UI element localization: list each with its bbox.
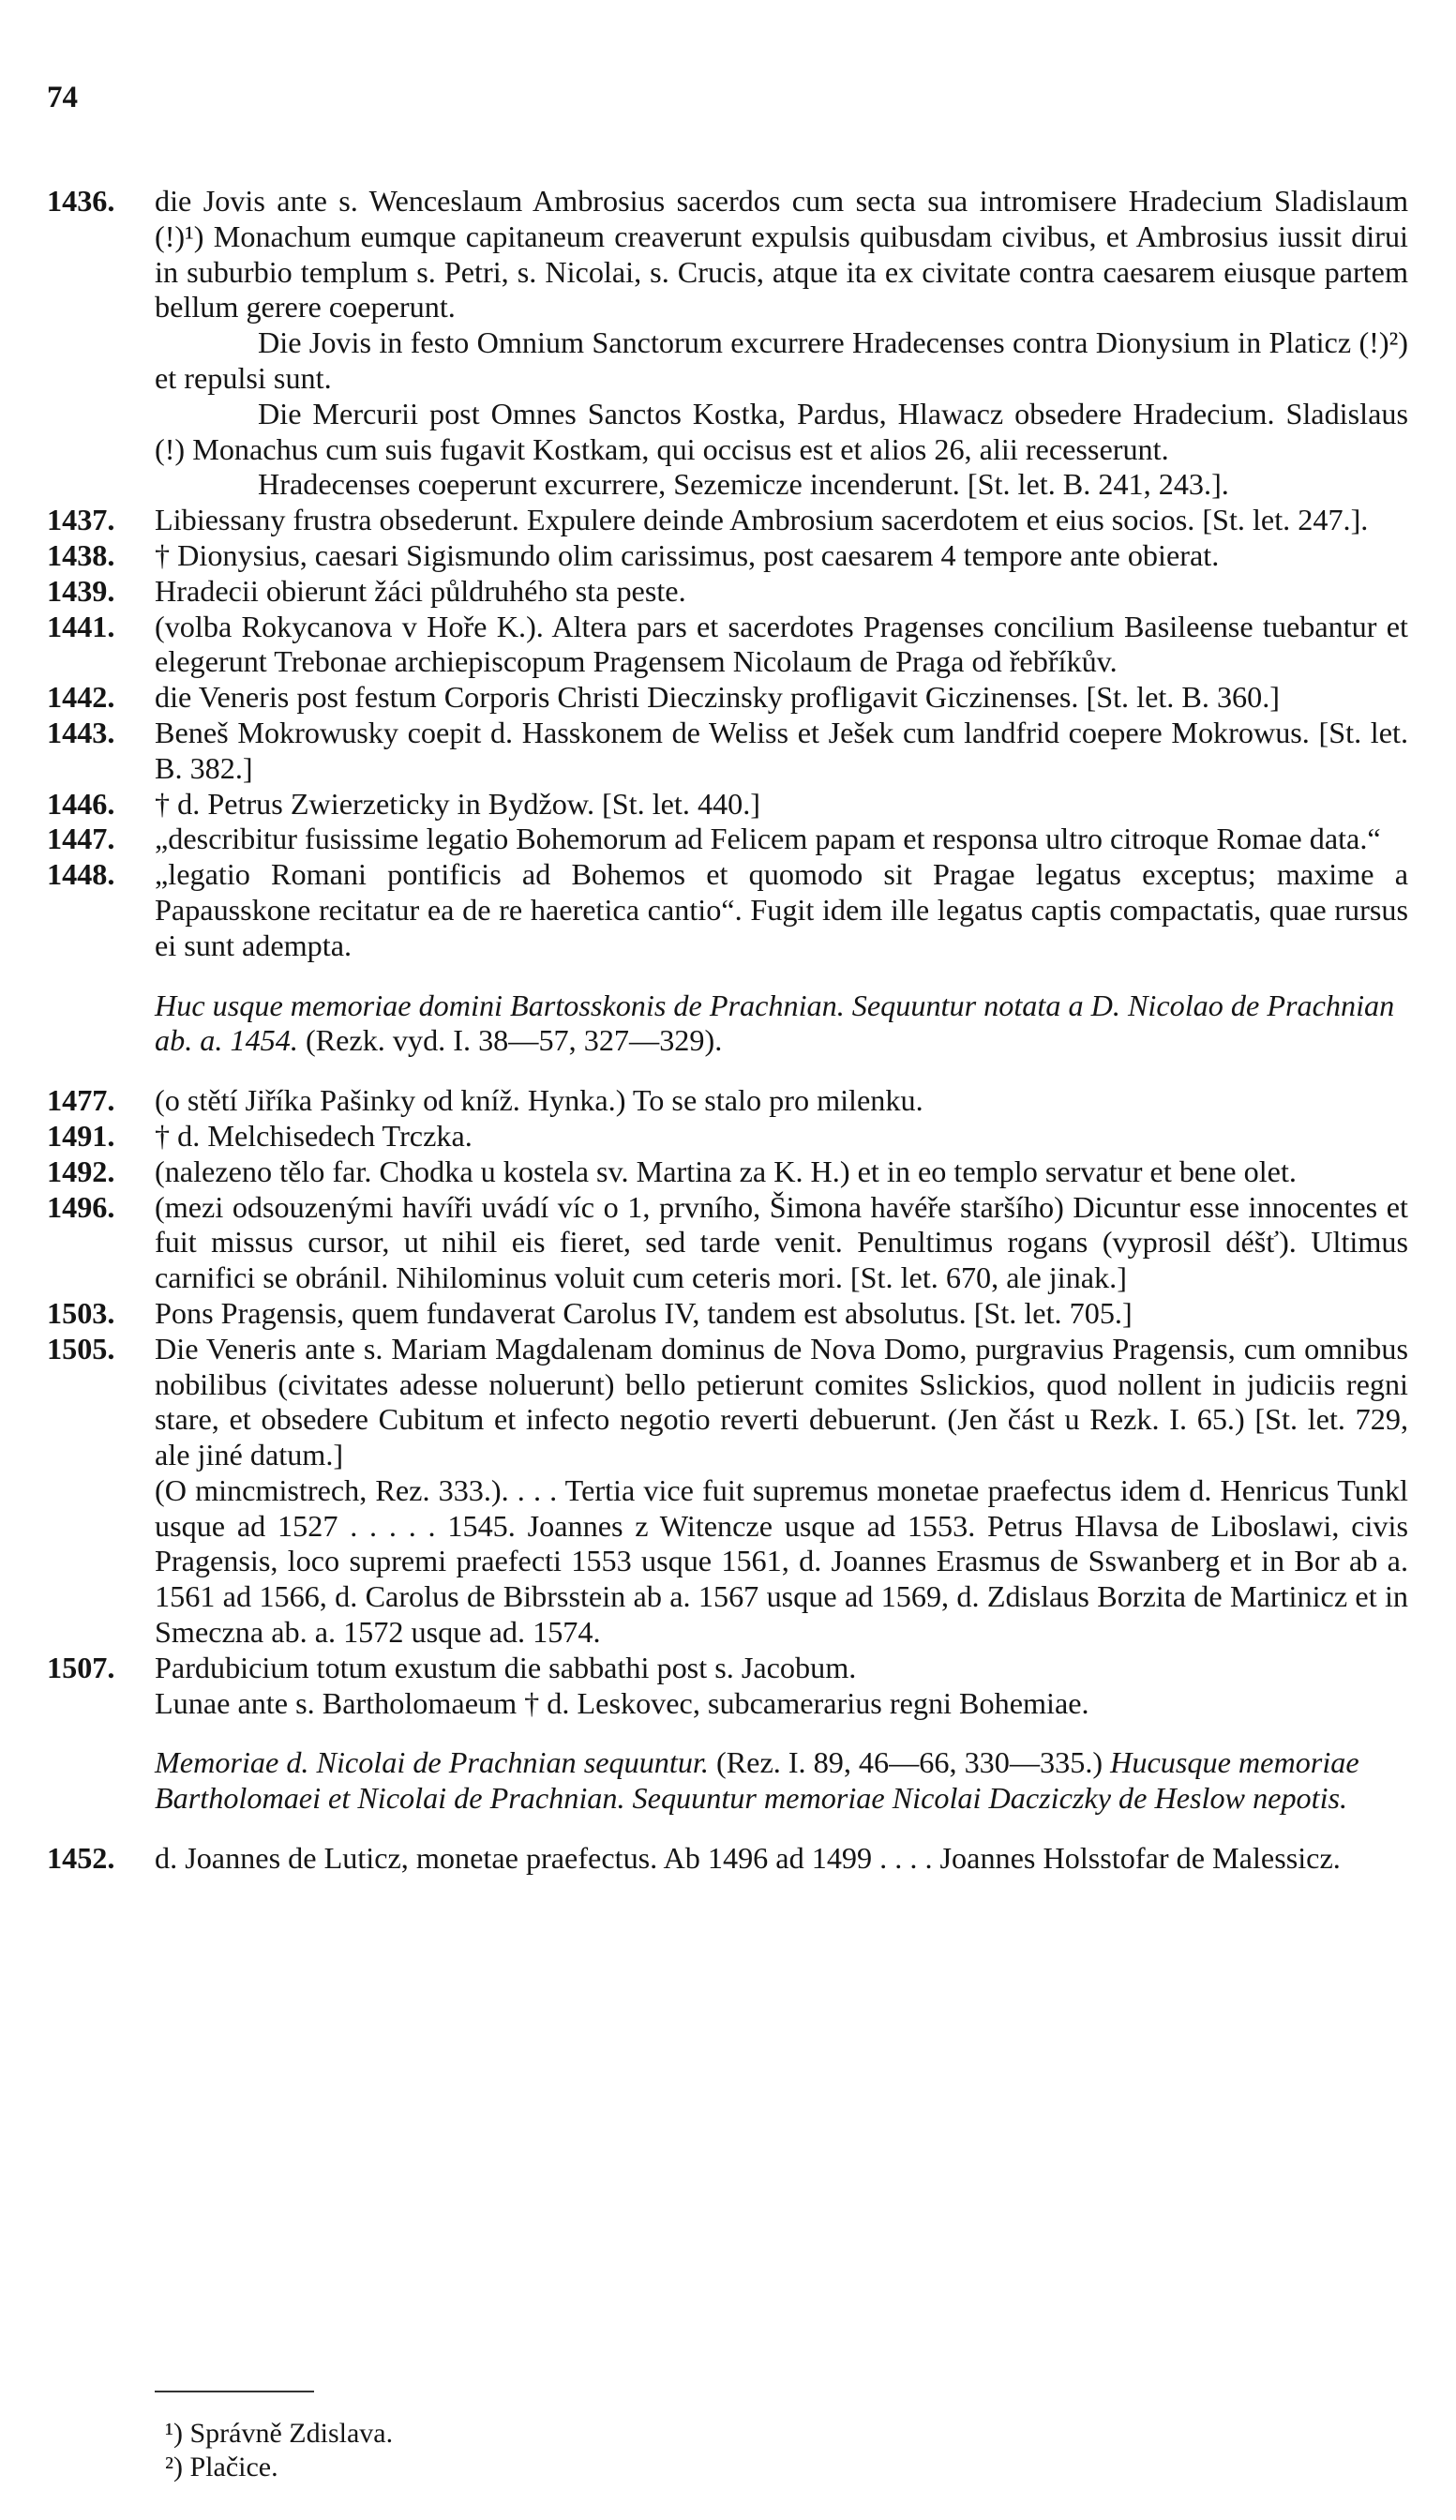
entry-year: 1491.	[47, 1118, 115, 1153]
entry-text: Die Mercurii post Omnes Sanctos Kostka, Pardus, Hlawacz obsedere Hradecium. Sladislaus (!) Monachus cum suis fugavit Kostkam, qui occisus est et alios 26, alii recesserunt.	[155, 396, 1408, 466]
footnotes	[165, 2417, 393, 2484]
entry-text: d. Joannes de Luticz, monetae praefectus. Ab 1496 ad 1499 . . . . Joannes Holsstofar de Malessicz.	[155, 1841, 1341, 1876]
entry-text: Pardubicium totum exustum die sabbathi post s. Jacobum.	[155, 1650, 857, 1684]
footnote-divider	[155, 2391, 314, 2392]
entry-year: 1505.	[47, 1331, 115, 1366]
entry-year: 1437.	[47, 503, 115, 537]
editorial-note	[47, 1745, 1408, 1817]
footnote	[165, 2417, 393, 2451]
entry-text: (volba Rokycanova v Hoře K.). Altera pars et sacerdotes Pragenses concilium Basileense tuebantur et elegerunt Trebonae archiepiscopum Pragensem Nicolaum de Praga od řebříkův.	[155, 609, 1408, 679]
editorial-italic: Huc usque memoriae domini Bartosskonis de Prachnian. Sequuntur notata a D. Nicolao de Prachnian ab. a. 1454.	[155, 988, 1395, 1058]
entry-text: Lunae ante s. Bartholomaeum † d. Leskovec, subcamerarius regni Bohemiae.	[155, 1685, 1089, 1720]
entry-text: Die Jovis in festo Omnium Sanctorum excurrere Hradecenses contra Dionysium in Platicz (!)²) et repulsi sunt.	[155, 325, 1408, 395]
entry-year: 1448.	[47, 857, 115, 892]
entry-1446	[47, 787, 1408, 822]
section-gap	[47, 964, 1408, 988]
entry-text: Hradecii obierunt žáci půldruhého sta peste.	[155, 573, 686, 608]
entry-text: „describitur fusissime legatio Bohemorum ad Felicem papam et responsa ultro citroque Romae data.“	[155, 822, 1381, 856]
entry-text: † Dionysius, caesari Sigismundo olim carissimus, post caesarem 4 tempore ante obierat.	[155, 537, 1220, 572]
entry-1492	[47, 1154, 1408, 1190]
footnote-mark: ¹)	[165, 2418, 183, 2449]
page-number: 74	[47, 81, 78, 114]
entry-text: Die Veneris ante s. Mariam Magdalenam dominus de Nova Domo, purgravius Pragensis, cum omnibus nobilibus (civitates adesse noluerunt) bello petierunt comites Sslickios, quod nollent in judiciis regni stare, et obsedere Cubitum et infecto negotio reverti debuerunt. (Jen část u Rezk. I. 65.) [St. let. 729, ale jiné datum.]	[155, 1331, 1408, 1472]
entry-text: Pons Pragensis, quem fundaverat Carolus IV, tandem est absolutus. [St. let. 705.]	[155, 1295, 1133, 1330]
entry-year: 1503.	[47, 1295, 115, 1330]
entry-year: 1447.	[47, 822, 115, 856]
entry-year: 1441.	[47, 609, 115, 643]
section-gap	[47, 1059, 1408, 1083]
entry-1448	[47, 857, 1408, 963]
entry-text: Hradecenses coeperunt excurrere, Sezemicze incenderunt. [St. let. B. 241, 243.].	[258, 467, 1229, 502]
entry-1507	[47, 1651, 1408, 1722]
entry-text: (mezi odsouzenými havíři uvádí víc o 1, prvního, Šimona havéře staršího) Dicuntur esse innocentes et fuit missus cursor, ut nihil eis fieret, sed tarde venit. Penultimus rogans (vyprosil déšť). Ultimus carnifici se obránil. Nihilominus voluit cum ceteris mori. [St. let. 670, ale jinak.]	[155, 1189, 1408, 1295]
editorial-italic: Memoriae d. Nicolai de Prachnian sequuntur.	[155, 1745, 709, 1780]
entry-text: die Veneris post festum Corporis Christi Dieczinsky profligavit Giczinenses. [St. let. B. 360.]	[155, 680, 1281, 715]
footnote-text: Plačice.	[189, 2452, 278, 2482]
footnote-text: Správně Zdislava.	[189, 2418, 394, 2449]
entry-text: (O mincmistrech, Rez. 333.). . . . Tertia vice fuit supremus monetae praefectus idem d. Henricus Tunkl usque ad 1527 . . . . . 1545. Joannes z Witencze usque ad 1553. Petrus Hlavsa de Liboslawi, civis Pragensis, loco supremi praefecti 1553 usque 1561, d. Joannes Erasmus de Sswanberg et in Bor ab a. 1561 ad 1566, d. Carolus de Bibrsstein ab a. 1567 usque ad 1569, d. Zdislaus Borzita de Martinicz et in Smeczna ab. a. 1572 usque ad. 1574.	[155, 1472, 1408, 1650]
entry-text: † d. Melchisedech Trczka.	[155, 1118, 473, 1153]
entry-1452	[47, 1841, 1408, 1877]
entry-text: (o stětí Jiříka Pašinky od kníž. Hynka.) To se stalo pro milenku.	[155, 1083, 923, 1118]
entry-year: 1477.	[47, 1083, 115, 1118]
footnote-mark: ²)	[165, 2452, 183, 2482]
chronicle-text	[47, 184, 1408, 1877]
entry-text: † d. Petrus Zwierzeticky in Bydžow. [St. let. 440.]	[155, 786, 761, 821]
entry-year: 1443.	[47, 715, 115, 749]
entry-year: 1507.	[47, 1650, 115, 1684]
entry-1491	[47, 1119, 1408, 1154]
entry-1503	[47, 1296, 1408, 1332]
entry-text: „legatio Romani pontificis ad Bohemos et quomodo sit Pragae legatus exceptus; maxime a Papausskone recitatur ea de re haeretica cantio“. Fugit idem ille legatus captis compactatis, quae rursus ei sunt adempta.	[155, 857, 1408, 962]
entry-year: 1452.	[47, 1841, 115, 1876]
entry-year: 1446.	[47, 786, 115, 821]
entry-1439	[47, 574, 1408, 610]
entry-text: die Jovis ante s. Wenceslaum Ambrosius sacerdos cum secta sua intromisere Hradecium Sladislaum (!)¹) Monachum eumque capitaneum creaverunt expulsis quibusdam civibus, et Ambrosius iussit dirui in suburbio templum s. Petri, s. Nicolai, s. Crucis, atque ita ex civitate contra caesarem eiusque partem bellum gerere coeperunt.	[155, 184, 1408, 324]
editorial-reference: (Rezk. vyd. I. 38—57, 327—329).	[297, 1023, 723, 1058]
section-gap	[47, 1817, 1408, 1841]
section-gap	[47, 1721, 1408, 1745]
entry-year: 1439.	[47, 573, 115, 608]
entry-year: 1438.	[47, 537, 115, 572]
entry-text: (nalezeno tělo far. Chodka u kostela sv. Martina za K. H.) et in eo templo servatur et bene olet.	[155, 1154, 1297, 1188]
entry-text: Beneš Mokrowusky coepit d. Hasskonem de Weliss et Ješek cum landfrid coepere Mokrowus. [St. let. B. 382.]	[155, 715, 1408, 785]
entry-1505	[47, 1332, 1408, 1651]
footnote	[165, 2451, 393, 2484]
entry-1436	[47, 184, 1408, 503]
entry-year: 1492.	[47, 1154, 115, 1188]
entry-1496	[47, 1190, 1408, 1296]
entry-1438	[47, 538, 1408, 574]
entry-1437	[47, 503, 1408, 538]
entry-1442	[47, 680, 1408, 716]
entry-1441	[47, 610, 1408, 681]
entry-text: Libiessany frustra obsederunt. Expulere deinde Ambrosium sacerdotem et eius socios. [St. let. 247.].	[155, 503, 1369, 537]
entry-1443	[47, 716, 1408, 787]
entry-1477	[47, 1083, 1408, 1119]
entry-year: 1442.	[47, 680, 115, 715]
entry-1447	[47, 822, 1408, 857]
editorial-italic: Hucusque memoriae Bartholomaei et Nicolai de Prachnian. Sequuntur memoriae Nicolai Dacziczky de Heslow nepotis.	[155, 1745, 1359, 1816]
entry-year: 1496.	[47, 1189, 115, 1224]
editorial-note	[47, 988, 1408, 1060]
entry-year: 1436.	[47, 184, 115, 218]
editorial-reference: (Rez. I. 89, 46—66, 330—335.)	[708, 1745, 1111, 1780]
